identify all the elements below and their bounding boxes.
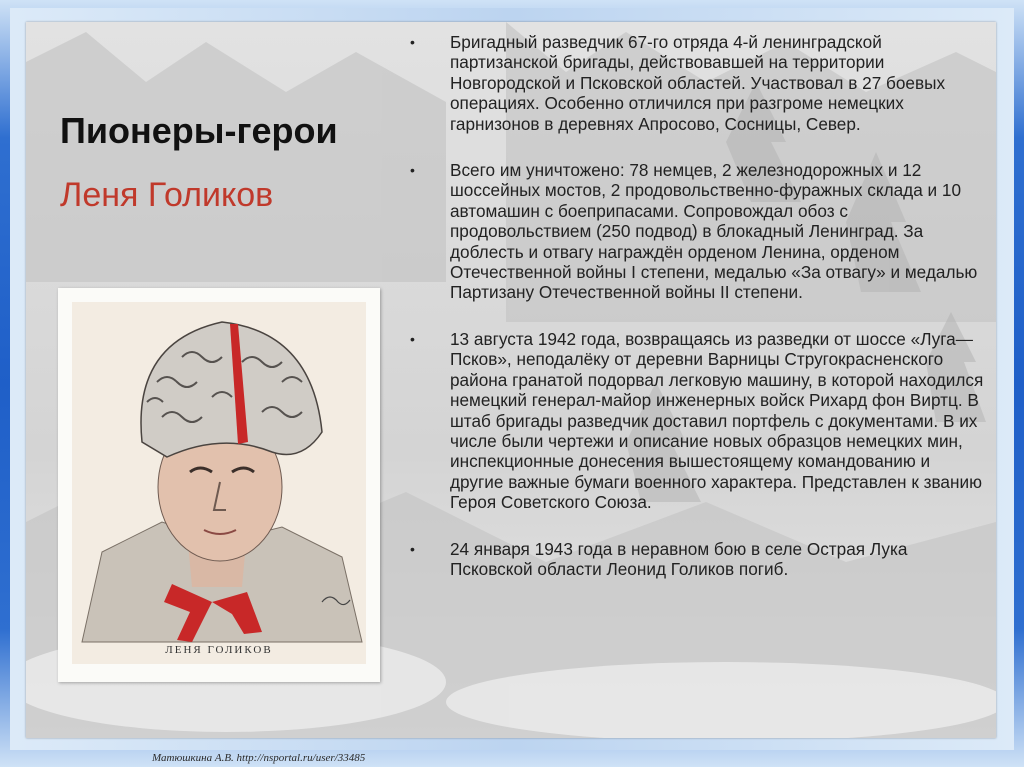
bullet-marker: • <box>410 540 415 557</box>
slide-subtitle: Леня Голиков <box>60 176 274 214</box>
portrait-image <box>72 302 366 664</box>
footer-credit: Матюшкина А.В. http://nsportal.ru/user/33485 <box>152 752 366 764</box>
bullet-marker: • <box>410 162 415 179</box>
bullet-marker: • <box>410 34 415 50</box>
bullet-list <box>406 32 986 605</box>
bullet-text: Всего им уничтожено: 78 немцев, 2 железнодорожных и 12 шоссейных мостов, 2 продовольственно-фуражных склада и 10 автомашин с боеприпасами. Сопровождал обоз с продовольствием (250 подвод) в блокадный Ленинград. За доблесть и отвагу награждён орденом Ленина, орденом Отечественной войны I степени, медалью «За отвагу» и медалью Партизану Отечественной войны II степени. <box>450 160 978 303</box>
bullet-item <box>406 539 986 580</box>
portrait-card <box>58 288 380 682</box>
bullet-item <box>406 32 986 134</box>
bullet-text: 24 января 1943 года в неравном бою в селе Острая Лука Псковской области Леонид Голиков погиб. <box>450 538 908 579</box>
bullet-marker: • <box>410 330 415 347</box>
bullet-text: Бригадный разведчик 67-го отряда 4-й ленинградской партизанской бригады, действовавшей на территории Новгородской и Псковской областей. Участвовал в 27 боевых операциях. Особенно отличился при разгроме немецких гарнизонов в деревнях Апросово, Сосницы, Север. <box>450 32 946 134</box>
slide <box>26 22 996 738</box>
portrait-drawing <box>72 302 366 664</box>
bullet-item <box>406 160 986 303</box>
bullet-item <box>406 329 986 513</box>
portrait-caption: ЛЕНЯ ГОЛИКОВ <box>165 644 273 656</box>
bullet-text: 13 августа 1942 года, возвращаясь из разведки от шоссе «Луга—Псков», неподалёку от деревни Варницы Стругокрасненского района гранатой подорвал легковую машину, в которой находился немецкий генерал-майор инженерных войск Рихард фон Виртц. В штаб бригады разведчик доставил портфель с документами. В их числе были чертежи и описание новых образцов немецких мин, инспекционные донесения вышестоящему командованию и другие важные бумаги военного характера. Представлен к званию Героя Советского Союза. <box>450 328 984 513</box>
slide-title: Пионеры-герои <box>60 110 338 151</box>
